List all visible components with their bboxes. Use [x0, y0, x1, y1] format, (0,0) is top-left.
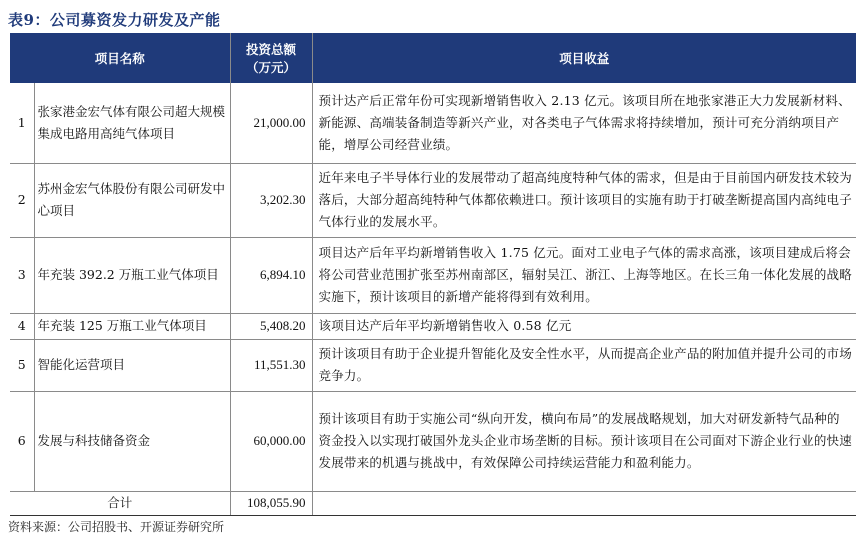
table-row — [10, 339, 856, 391]
row-number: 4 — [10, 313, 34, 339]
header-project-name: 项目名称 — [10, 33, 230, 83]
table-row — [10, 313, 856, 339]
row-number: 5 — [10, 339, 34, 391]
table-header-row — [10, 33, 856, 83]
row-number: 6 — [10, 391, 34, 491]
investment-amount: 6,894.10 — [230, 237, 312, 313]
project-name: 苏州金宏气体股份有限公司研发中心项目 — [34, 163, 230, 237]
fundraising-projects-table — [10, 33, 856, 516]
row-number: 1 — [10, 83, 34, 163]
project-name: 年充装 392.2 万瓶工业气体项目 — [34, 237, 230, 313]
project-benefit: 预计该项目有助于企业提升智能化及安全性水平，从而提高企业产品的附加值并提升公司的市场竞争力。 — [312, 339, 856, 391]
header-amount-line2: （万元） — [246, 60, 297, 75]
table-row — [10, 237, 856, 313]
table-row — [10, 83, 856, 163]
project-name: 年充装 125 万瓶工业气体项目 — [34, 313, 230, 339]
row-number: 3 — [10, 237, 34, 313]
source-note: 资料来源：公司招股书、开源证券研究所 — [8, 520, 225, 534]
project-name: 智能化运营项目 — [34, 339, 230, 391]
project-benefit: 预计该项目有助于实施公司“纵向开发，横向布局”的发展战略规划，加大对研发新特气品种的资金投入以实现打破国外龙头企业市场垄断的目标。预计该项目在公司面对下游企业行业的快速发展带来的机遇与挑战中，有效保障公司持续运营能力和盈利能力。 — [312, 391, 856, 491]
header-amount-line1: 投资总额 — [246, 42, 297, 57]
project-name: 张家港金宏气体有限公司超大规模集成电路用高纯气体项目 — [34, 83, 230, 163]
table-title: 表9：公司募资发力研发及产能 — [8, 11, 221, 29]
header-investment-amount — [230, 33, 312, 83]
table-row — [10, 391, 856, 491]
project-benefit: 近年来电子半导体行业的发展带动了超高纯度特种气体的需求，但是由于目前国内研发技术较为落后，大部分超高纯特种气体都依赖进口。预计该项目的实施有助于打破垄断提高国内高纯电子气体行业的发展水平。 — [312, 163, 856, 237]
total-row — [10, 491, 856, 515]
investment-amount: 11,551.30 — [230, 339, 312, 391]
table-row — [10, 163, 856, 237]
investment-amount: 60,000.00 — [230, 391, 312, 491]
total-label: 合计 — [10, 491, 230, 515]
header-project-benefit: 项目收益 — [312, 33, 856, 83]
project-benefit: 预计达产后正常年份可实现新增销售收入 2.13 亿元。该项目所在地张家港正大力发展新材料、新能源、高端装备制造等新兴产业，对各类电子气体需求将持续增加，预计可充分消纳项目产能，增厚公司经营业绩。 — [312, 83, 856, 163]
investment-amount: 21,000.00 — [230, 83, 312, 163]
project-name: 发展与科技储备资金 — [34, 391, 230, 491]
project-benefit: 项目达产后年平均新增销售收入 1.75 亿元。面对工业电子气体的需求高涨，该项目建成后将会将公司营业范围扩张至苏州南部区，辐射吴江、浙江、上海等地区。在长三角一体化发展的战略实施下，预计该项目的新增产能将得到有效利用。 — [312, 237, 856, 313]
investment-amount: 5,408.20 — [230, 313, 312, 339]
total-amount: 108,055.90 — [230, 491, 312, 515]
project-benefit: 该项目达产后年平均新增销售收入 0.58 亿元 — [312, 313, 856, 339]
investment-amount: 3,202.30 — [230, 163, 312, 237]
total-benefit-empty — [312, 491, 856, 515]
row-number: 2 — [10, 163, 34, 237]
